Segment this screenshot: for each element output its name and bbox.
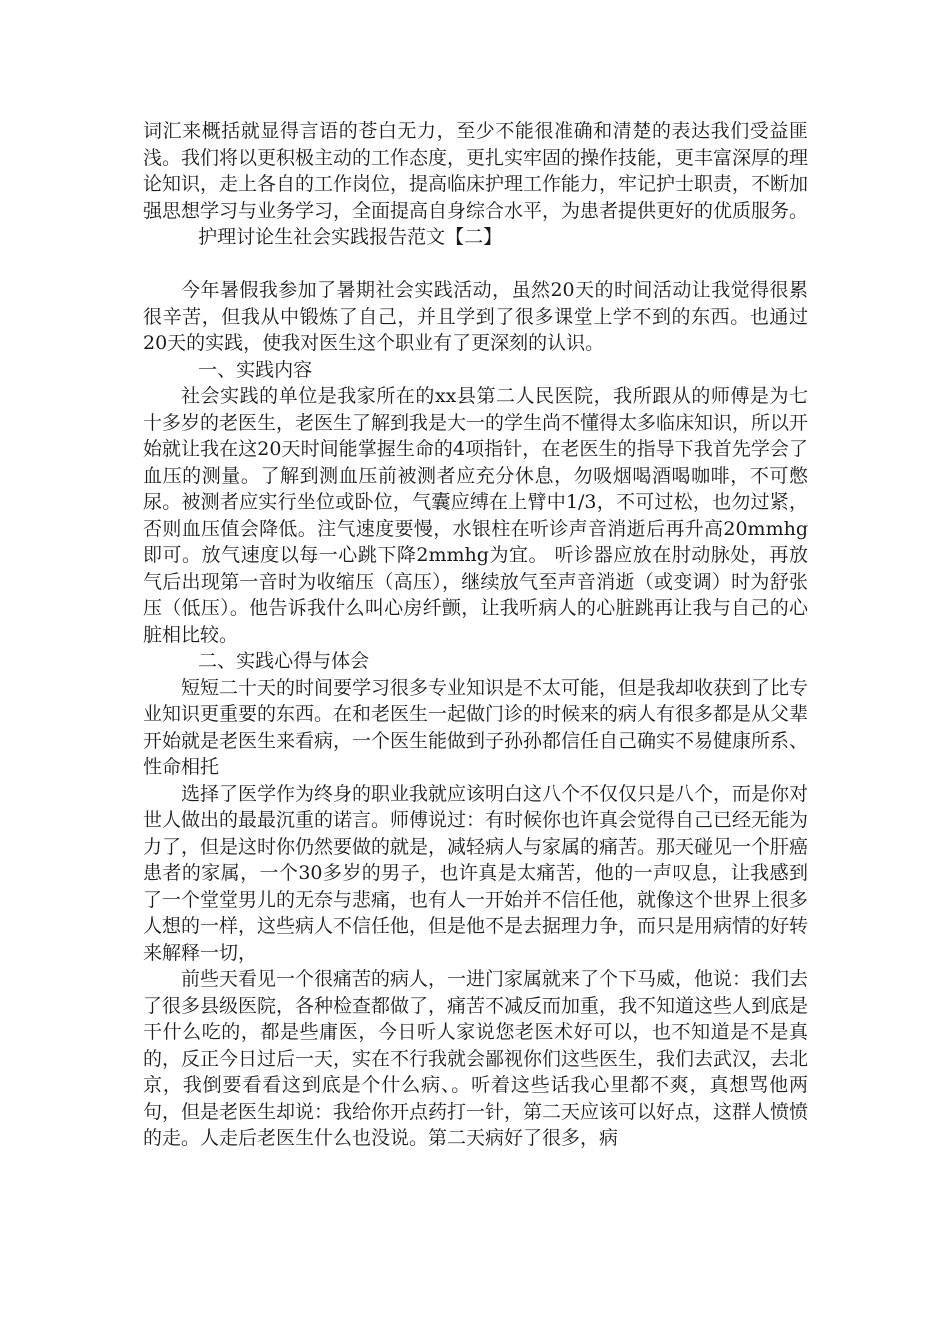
paragraph-practice-content: 社会实践的单位是我家所在的xx县第二人民医院，我所跟从的师傅是为七十多岁的老医生，老医生了解到我是大一的学生尚不懂得太多临床知识，所以开始就让我在这20天时间能掌握生命的4项指针，在老医生的指导下我首先学会了血压的测量。了解到测血压前被测者应充分休息，勿吸烟喝酒喝咖啡，不可憋尿。被测者应实行坐位或卧位，气囊应缚在上臂中1/3，不可过松，也勿过紧，否则血压值会降低。注气速度要慢，水银柱在听诊声音消逝后再升高20mmhg即可。放气速度以每一心跳下降2mmhg为宜。 听诊器应放在肘动脉处，再放气后出现第一音时为收缩压（高压），继续放气至声音消逝（或变调）时为舒张压（低压）。他告诉我什么叫心房纤颤，让我听病人的心脏跳再让我与自己的心脏相比较。 (143, 385, 809, 646)
document-page (143, 118, 808, 1152)
paragraph-experience-3: 前些天看见一个很痛苦的病人，一进门家属就来了个下马威，他说：我们去了很多县级医院，各种检查都做了，痛苦不减反而加重，我不知道这些人到底是干什么吃的，都是些庸医，今日听人家说您老医术好可以，也不知道是不是真的，反正今日过后一天，实在不行我就会鄙视你们这些医生，我们去武汉，去北京，我倒要看看这到底是个什么病、。听着这些话我心里都不爽，真想骂他两句，但是老医生却说：我给你开点药打一针，第二天应该可以好点，这群人愤愤的走。人走后老医生什么也没说。第二天病好了很多，病 (143, 968, 809, 1149)
paragraph-experience-1: 短短二十天的时间要学习很多专业知识是不太可能，但是我却收获到了比专业知识更重要的东西。在和老医生一起做门诊的时候来的病人有很多都是从父辈开始就是老医生来看病，一个医生能做到子孙孙都信任自己确实不易健康所系、性命相托 (143, 676, 809, 778)
section-title-part-two: 护理讨论生社会实践报告范文【二】 (198, 226, 503, 248)
section-heading-practice-content: 一、实践内容 (198, 358, 313, 381)
section-heading-experience: 二、实践心得与体会 (198, 650, 370, 672)
paragraph-intro: 今年暑假我参加了暑期社会实践活动，虽然20天的时间活动让我觉得很累很辛苦，但我从中锻炼了自己，并且学到了很多课堂上学不到的东西。也通过20天的实践，使我对医生这个职业有了更深刻的认识。 (143, 279, 808, 354)
blank-line (143, 251, 808, 278)
paragraph-experience-2: 选择了医学作为终身的职业我就应该明白这八个不仅仅只是八个，而是你对世人做出的最最沉重的诺言。师傅说过：有时候你也许真会觉得自己已经无能为力了，但是这时你仍然要做的就是，减轻病人与家属的痛苦。那天碰见一个肝癌患者的家属，一个30多岁的男子，也许真是太痛苦，他的一声叹息，让我感到了一个堂堂男儿的无奈与悲痛，也有人一开始并不信任他，就像这个世界上很多人想的一样，这些病人不信任他，但是他不是去据理力争，而只是用病情的好转来解释一切， (143, 782, 809, 964)
paragraph-closing: 词汇来概括就显得言语的苍白无力，至少不能很准确和清楚的表达我们受益匪浅。我们将以更积极主动的工作态度，更扎实牢固的操作技能，更丰富深厚的理论知识，走上各自的工作岗位，提高临床护理工作能力，牢记护士职责，不断加强思想学习与业务学习，全面提高自身综合水平，为患者提供更好的优质服务。 (143, 120, 809, 222)
